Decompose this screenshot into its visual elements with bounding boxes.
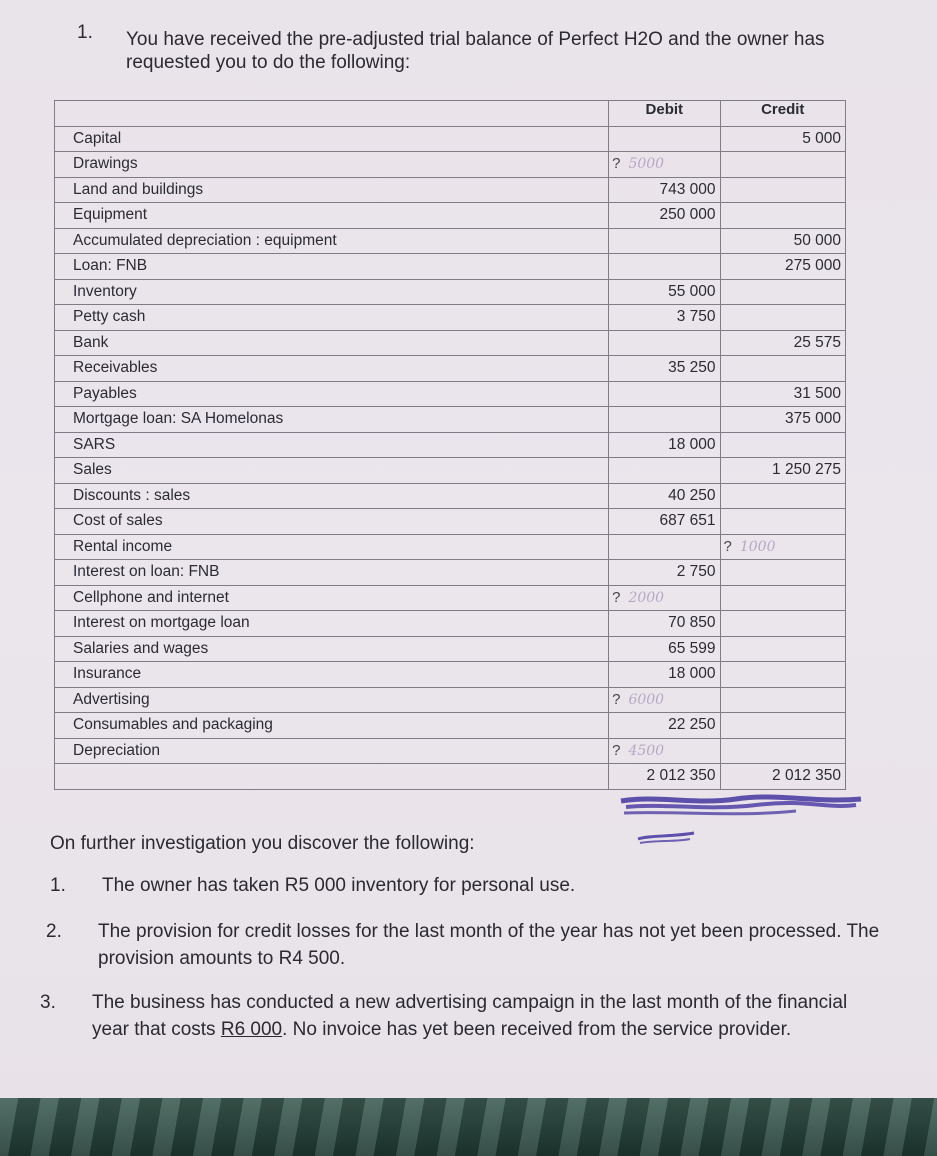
debit-cell bbox=[609, 407, 720, 433]
credit-cell bbox=[720, 611, 845, 637]
debit-cell bbox=[609, 254, 720, 280]
debit-cell bbox=[609, 738, 720, 764]
debit-cell: 70 850 bbox=[609, 611, 720, 637]
table-row bbox=[55, 279, 846, 305]
item-text: The provision for credit losses for the last month of the year has not yet been processed. The provision amounts to R4 500. bbox=[98, 921, 880, 969]
debit-cell bbox=[609, 687, 720, 713]
debit-cell bbox=[609, 585, 720, 611]
credit-cell bbox=[720, 509, 845, 535]
account-name: Interest on mortgage loan bbox=[55, 611, 609, 637]
trial-balance-table bbox=[54, 100, 846, 790]
account-name: Land and buildings bbox=[55, 177, 609, 203]
credit-cell bbox=[720, 177, 845, 203]
credit-cell: 25 575 bbox=[720, 330, 845, 356]
table-row bbox=[55, 585, 846, 611]
account-name: Cellphone and internet bbox=[55, 585, 609, 611]
table-row bbox=[55, 432, 846, 458]
unknown-amount-mark: ? bbox=[612, 741, 621, 759]
debit-cell bbox=[609, 152, 720, 178]
debit-cell: 2 750 bbox=[609, 560, 720, 586]
credit-cell bbox=[720, 585, 845, 611]
debit-cell: 743 000 bbox=[609, 177, 720, 203]
debit-cell bbox=[609, 381, 720, 407]
item-text: The business has conducted a new advertising campaign in the last month of the financial year that costs R6 000. No invoice has yet been received from the service provider. bbox=[92, 992, 848, 1040]
table-row bbox=[55, 662, 846, 688]
account-name: Depreciation bbox=[55, 738, 609, 764]
debit-cell: 35 250 bbox=[609, 356, 720, 382]
credit-cell: 375 000 bbox=[720, 407, 845, 433]
credit-cell bbox=[720, 279, 845, 305]
debit-cell bbox=[609, 534, 720, 560]
item-text: The owner has taken R5 000 inventory for personal use. bbox=[102, 875, 576, 896]
pencil-note: 4500 bbox=[628, 742, 665, 759]
credit-cell: 2 012 350 bbox=[720, 764, 845, 790]
table-row bbox=[55, 534, 846, 560]
pen-scribble bbox=[616, 793, 866, 853]
question-number: 1. bbox=[77, 22, 93, 43]
table-row bbox=[55, 560, 846, 586]
debit-cell bbox=[609, 330, 720, 356]
unknown-amount-mark: ? bbox=[612, 588, 621, 606]
account-name bbox=[55, 764, 609, 790]
table-header-row bbox=[55, 101, 846, 127]
account-name: Rental income bbox=[55, 534, 609, 560]
debit-cell bbox=[609, 228, 720, 254]
item-number: 2. bbox=[46, 921, 62, 942]
account-name: Payables bbox=[55, 381, 609, 407]
table-row bbox=[55, 636, 846, 662]
investigation-title: On further investigation you discover the following: bbox=[50, 833, 475, 854]
credit-cell bbox=[720, 483, 845, 509]
table-body bbox=[55, 126, 846, 789]
account-name: Sales bbox=[55, 458, 609, 484]
credit-cell bbox=[720, 636, 845, 662]
pencil-note: 6000 bbox=[628, 691, 665, 708]
table-row bbox=[55, 509, 846, 535]
credit-cell: 275 000 bbox=[720, 254, 845, 280]
credit-header: Credit bbox=[720, 101, 845, 127]
account-name: SARS bbox=[55, 432, 609, 458]
table-row bbox=[55, 254, 846, 280]
account-name: Equipment bbox=[55, 203, 609, 229]
table-row bbox=[55, 305, 846, 331]
table-row bbox=[55, 126, 846, 152]
credit-cell: 5 000 bbox=[720, 126, 845, 152]
credit-cell: 31 500 bbox=[720, 381, 845, 407]
credit-cell bbox=[720, 432, 845, 458]
account-name: Consumables and packaging bbox=[55, 713, 609, 739]
table-row bbox=[55, 407, 846, 433]
account-name: Interest on loan: FNB bbox=[55, 560, 609, 586]
credit-cell bbox=[720, 305, 845, 331]
debit-cell: 250 000 bbox=[609, 203, 720, 229]
background-cloth bbox=[0, 1098, 937, 1156]
credit-cell bbox=[720, 534, 845, 560]
debit-cell: 18 000 bbox=[609, 662, 720, 688]
unknown-amount-mark: ? bbox=[612, 690, 621, 708]
unknown-amount-mark: ? bbox=[612, 155, 621, 173]
credit-cell bbox=[720, 738, 845, 764]
table-row bbox=[55, 177, 846, 203]
debit-cell: 687 651 bbox=[609, 509, 720, 535]
debit-cell bbox=[609, 126, 720, 152]
account-name: Discounts : sales bbox=[55, 483, 609, 509]
advertising-amount: R6 000 bbox=[220, 1019, 283, 1040]
table-row bbox=[55, 228, 846, 254]
credit-cell bbox=[720, 152, 845, 178]
account-name: Salaries and wages bbox=[55, 636, 609, 662]
account-name: Advertising bbox=[55, 687, 609, 713]
account-name: Cost of sales bbox=[55, 509, 609, 535]
credit-cell bbox=[720, 560, 845, 586]
debit-cell: 40 250 bbox=[609, 483, 720, 509]
debit-cell: 3 750 bbox=[609, 305, 720, 331]
debit-header: Debit bbox=[609, 101, 720, 127]
debit-cell bbox=[609, 458, 720, 484]
pencil-note: 5000 bbox=[628, 156, 665, 173]
table-row bbox=[55, 483, 846, 509]
credit-cell bbox=[720, 687, 845, 713]
account-name: Receivables bbox=[55, 356, 609, 382]
credit-cell: 1 250 275 bbox=[720, 458, 845, 484]
table-row bbox=[55, 330, 846, 356]
table-row bbox=[55, 203, 846, 229]
table-row bbox=[55, 713, 846, 739]
unknown-amount-mark: ? bbox=[723, 537, 732, 555]
item-number: 1. bbox=[50, 875, 66, 896]
table-row bbox=[55, 611, 846, 637]
table-row bbox=[55, 764, 846, 790]
debit-cell: 18 000 bbox=[609, 432, 720, 458]
account-name: Inventory bbox=[55, 279, 609, 305]
table-row bbox=[55, 381, 846, 407]
debit-cell: 65 599 bbox=[609, 636, 720, 662]
table-row bbox=[55, 738, 846, 764]
account-name: Drawings bbox=[55, 152, 609, 178]
credit-cell bbox=[720, 662, 845, 688]
credit-cell: 50 000 bbox=[720, 228, 845, 254]
account-name: Insurance bbox=[55, 662, 609, 688]
account-header bbox=[55, 101, 609, 127]
account-name: Capital bbox=[55, 126, 609, 152]
table-row bbox=[55, 458, 846, 484]
item-number: 3. bbox=[40, 992, 56, 1013]
credit-cell bbox=[720, 713, 845, 739]
account-name: Bank bbox=[55, 330, 609, 356]
debit-cell: 2 012 350 bbox=[609, 764, 720, 790]
debit-cell: 22 250 bbox=[609, 713, 720, 739]
account-name: Mortgage loan: SA Homelonas bbox=[55, 407, 609, 433]
pencil-note: 2000 bbox=[628, 589, 665, 606]
account-name: Loan: FNB bbox=[55, 254, 609, 280]
table-row bbox=[55, 687, 846, 713]
pencil-note: 1000 bbox=[739, 538, 776, 555]
debit-cell: 55 000 bbox=[609, 279, 720, 305]
account-name: Petty cash bbox=[55, 305, 609, 331]
account-name: Accumulated depreciation : equipment bbox=[55, 228, 609, 254]
question-text: You have received the pre-adjusted trial balance of Perfect H2O and the owner has requested you to do the following: bbox=[126, 29, 825, 73]
table-row bbox=[55, 152, 846, 178]
table-row bbox=[55, 356, 846, 382]
credit-cell bbox=[720, 356, 845, 382]
credit-cell bbox=[720, 203, 845, 229]
